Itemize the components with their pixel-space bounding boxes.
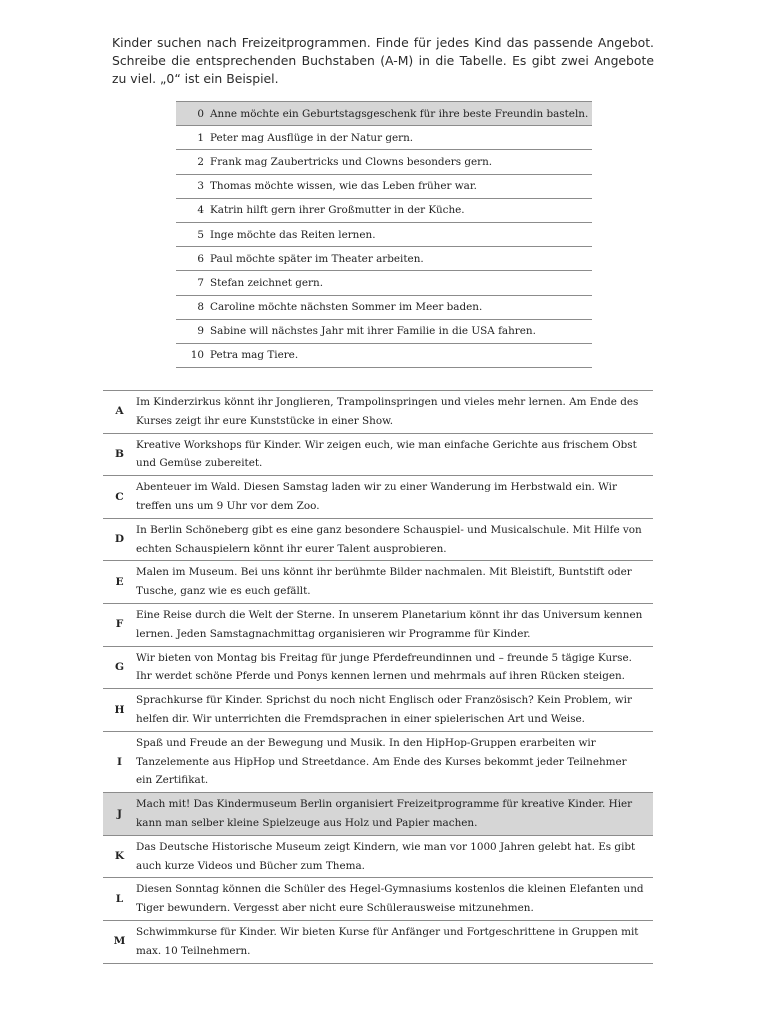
- offer-letter: E: [103, 561, 136, 604]
- child-row: [176, 150, 592, 174]
- offer-description: Eine Reise durch die Welt der Sterne. In unserem Planetarium könnt ihr das Universum kennen lernen. Jeden Samstagnachmittag organisieren wir Programme für Kinder.: [136, 603, 653, 646]
- offer-letter: K: [103, 835, 136, 878]
- offer-letter: G: [103, 646, 136, 689]
- child-row: [176, 174, 592, 198]
- child-number: 5: [176, 222, 210, 246]
- offer-letter: M: [103, 920, 136, 963]
- offer-letter: H: [103, 689, 136, 732]
- child-number: 10: [176, 343, 210, 367]
- child-number: 4: [176, 198, 210, 222]
- offer-row: [103, 603, 653, 646]
- offer-row: [103, 793, 653, 836]
- offer-row: [103, 835, 653, 878]
- offer-letter: C: [103, 476, 136, 519]
- offer-row: [103, 878, 653, 921]
- offer-description: Sprachkurse für Kinder. Sprichst du noch nicht Englisch oder Französisch? Kein Problem, wir helfen dir. Wir unterrichten die Fremdsprachen in einer spielerischen Art und Weise.: [136, 689, 653, 732]
- child-row: [176, 126, 592, 150]
- offer-letter: A: [103, 391, 136, 434]
- child-row: [176, 319, 592, 343]
- offer-description: Im Kinderzirkus könnt ihr Jonglieren, Trampolinspringen und vieles mehr lernen. Am Ende des Kurses zeigt ihr eure Kunststücke in einer Show.: [136, 391, 653, 434]
- offer-letter: B: [103, 433, 136, 476]
- child-number: 9: [176, 319, 210, 343]
- child-number: 8: [176, 295, 210, 319]
- offer-description: Diesen Sonntag können die Schüler des Hegel-Gymnasiums kostenlos die kleinen Elefanten und Tiger bewundern. Vergesst aber nicht eure Schülerausweise mitzunehmen.: [136, 878, 653, 921]
- example-row: [176, 102, 592, 126]
- offers-table: [103, 390, 653, 964]
- task-instructions: Kinder suchen nach Freizeitprogrammen. Finde für jedes Kind das passende Angebot. Schreibe die entsprechenden Buchstaben (A-M) in die Tabelle. Es gibt zwei Angebote zu viel. „0“ ist ein Beispiel.: [112, 35, 654, 86]
- child-description: Thomas möchte wissen, wie das Leben früher war.: [210, 174, 592, 198]
- child-number: 1: [176, 126, 210, 150]
- child-row: [176, 222, 592, 246]
- offer-row: [103, 433, 653, 476]
- child-number: 2: [176, 150, 210, 174]
- offer-row: [103, 731, 653, 792]
- child-description: Sabine will nächstes Jahr mit ihrer Familie in die USA fahren.: [210, 319, 592, 343]
- children-table: [176, 101, 592, 368]
- offer-letter: F: [103, 603, 136, 646]
- child-description: Frank mag Zaubertricks und Clowns besonders gern.: [210, 150, 592, 174]
- offer-description: Abenteuer im Wald. Diesen Samstag laden wir zu einer Wanderung im Herbstwald ein. Wir treffen uns um 9 Uhr vor dem Zoo.: [136, 476, 653, 519]
- offer-letter: J: [103, 793, 136, 836]
- offer-description: In Berlin Schöneberg gibt es eine ganz besondere Schauspiel- und Musicalschule. Mit Hilfe von echten Schauspielern könnt ihr eurer Talent ausprobieren.: [136, 518, 653, 561]
- child-row: [176, 198, 592, 222]
- child-number: 0: [176, 102, 210, 126]
- offer-description: Schwimmkurse für Kinder. Wir bieten Kurse für Anfänger und Fortgeschrittene in Gruppen mit max. 10 Teilnehmern.: [136, 920, 653, 963]
- child-description: Inge möchte das Reiten lernen.: [210, 222, 592, 246]
- offer-row: [103, 689, 653, 732]
- child-description: Stefan zeichnet gern.: [210, 271, 592, 295]
- offer-description: Kreative Workshops für Kinder. Wir zeigen euch, wie man einfache Gerichte aus frischem Obst und Gemüse zubereitet.: [136, 433, 653, 476]
- child-description: Katrin hilft gern ihrer Großmutter in der Küche.: [210, 198, 592, 222]
- offer-description: Malen im Museum. Bei uns könnt ihr berühmte Bilder nachmalen. Mit Bleistift, Buntstift oder Tusche, ganz wie es euch gefällt.: [136, 561, 653, 604]
- offer-description: Spaß und Freude an der Bewegung und Musik. In den HipHop-Gruppen erarbeiten wir Tanzelemente aus HipHop und Streetdance. Am Ende des Kurses bekommt jeder Teilnehmer ein Zertifikat.: [136, 731, 653, 792]
- child-description: Petra mag Tiere.: [210, 343, 592, 367]
- child-description: Peter mag Ausflüge in der Natur gern.: [210, 126, 592, 150]
- offer-row: [103, 920, 653, 963]
- offer-description: Das Deutsche Historische Museum zeigt Kindern, wie man vor 1000 Jahren gelebt hat. Es gibt auch kurze Videos und Bücher zum Thema.: [136, 835, 653, 878]
- offer-letter: I: [103, 731, 136, 792]
- child-description: Caroline möchte nächsten Sommer im Meer baden.: [210, 295, 592, 319]
- child-number: 7: [176, 271, 210, 295]
- offer-description: Mach mit! Das Kindermuseum Berlin organisiert Freizeitprogramme für kreative Kinder. Hier kann man selber kleine Spielzeuge aus Holz und Papier machen.: [136, 793, 653, 836]
- offer-row: [103, 476, 653, 519]
- child-description: Paul möchte später im Theater arbeiten.: [210, 247, 592, 271]
- offer-description: Wir bieten von Montag bis Freitag für junge Pferdefreundinnen und – freunde 5 tägige Kurse. Ihr werdet schöne Pferde und Ponys kennen lernen und mehrmals auf ihren Rücken steigen.: [136, 646, 653, 689]
- offer-row: [103, 391, 653, 434]
- child-number: 6: [176, 247, 210, 271]
- child-row: [176, 247, 592, 271]
- child-row: [176, 343, 592, 367]
- offer-row: [103, 518, 653, 561]
- offer-row: [103, 561, 653, 604]
- offer-row: [103, 646, 653, 689]
- child-row: [176, 295, 592, 319]
- offer-letter: D: [103, 518, 136, 561]
- child-row: [176, 271, 592, 295]
- child-description: Anne möchte ein Geburtstagsgeschenk für ihre beste Freundin basteln.: [210, 102, 592, 126]
- offer-letter: L: [103, 878, 136, 921]
- child-number: 3: [176, 174, 210, 198]
